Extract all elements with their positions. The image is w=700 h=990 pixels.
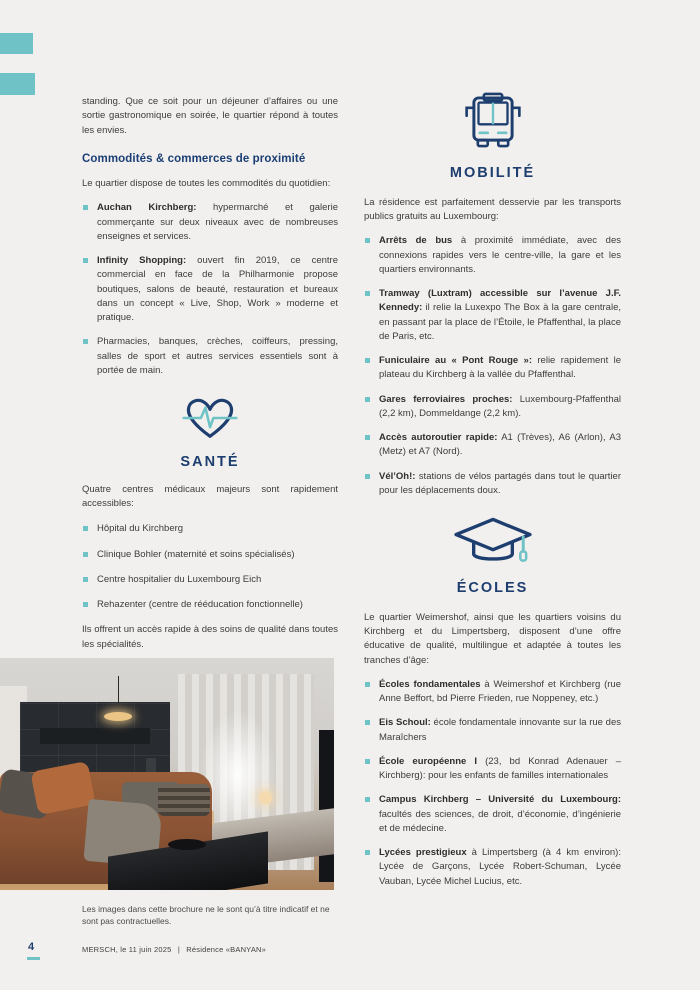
- mobilite-icon-block: [364, 92, 621, 150]
- bullet-text: Clinique Bohler (maternité et soins spécialisés): [97, 548, 295, 560]
- bullet-bold: Gares ferroviaires proches:: [379, 393, 513, 405]
- sante-outro: Ils offrent un accès rapide à des soins de qualité dans toutes les spécialités.: [82, 624, 338, 650]
- photo-bowl: [168, 839, 206, 850]
- ecoles-icon-block: [364, 516, 621, 570]
- bullet-square-icon: [365, 238, 370, 243]
- mobilite-lead: La résidence est parfaitement desservie par les transports publics gratuits au Luxembourg:: [364, 196, 621, 222]
- bullet-square-icon: [365, 797, 370, 802]
- bullet-square-icon: [83, 552, 88, 557]
- corner-accent-bar: [0, 73, 35, 95]
- photo-kitchen-shelf: [40, 728, 150, 744]
- list-item: [364, 431, 621, 460]
- bullet-text: à Limpertsberg (à 4 km environ): Lycée de Garçons, Lycée Robert-Schuman, Lycée Vauban, Lycée Michel Lucius, etc.: [379, 847, 621, 887]
- bullet-bold: Vél’Oh!:: [379, 470, 416, 482]
- bullet-square-icon: [365, 397, 370, 402]
- bullet-square-icon: [365, 759, 370, 764]
- list-item: [364, 793, 621, 836]
- list-item: [364, 755, 621, 784]
- bullet-square-icon: [83, 205, 88, 210]
- list-item: [82, 335, 338, 378]
- bullet-text: A1 (Trèves), A6 (Arlon), A3 (Metz) et A7 (Nord).: [379, 432, 622, 458]
- bullet-text: (23, bd Konrad Adenauer – Kirchberg): pour les enfants de familles internationales: [379, 755, 621, 781]
- bullet-text: Hôpital du Kirchberg: [97, 523, 184, 535]
- sante-icon-block: [82, 394, 338, 442]
- photo-tv: [319, 730, 334, 882]
- bullet-text: ouvert fin 2019, ce centre commercial en face de la Philharmonie propose boutiques, salons de beauté, restauration et bureaux dans un concept « Live, Shop, Work » moderne et pratique.: [97, 255, 339, 323]
- bullet-square-icon: [83, 602, 88, 607]
- bullet-text: Luxembourg-Pfaffenthal (2,2 km), Dommeldange (2,2 km).: [379, 393, 621, 419]
- bullet-square-icon: [83, 526, 88, 531]
- bullet-bold: Funiculaire au « Pont Rouge »:: [379, 355, 533, 366]
- list-item: [364, 716, 621, 745]
- bullet-text: Centre hospitalier du Luxembourg Eich: [97, 573, 262, 585]
- bullet-square-icon: [83, 339, 88, 344]
- list-item: [364, 470, 621, 499]
- list-item: [364, 287, 621, 344]
- list-item: [82, 598, 338, 612]
- bullet-bold: Campus Kirchberg – Université du Luxembourg:: [379, 794, 621, 806]
- list-item: [364, 678, 621, 707]
- bullet-square-icon: [83, 577, 88, 582]
- bullet-bold: Tramway (Luxtram) accessible sur l’avenue J.F. Kennedy:: [379, 288, 621, 314]
- bullet-text: Rehazenter (centre de rééducation fonctionnelle): [97, 599, 303, 610]
- living-room-photo: [0, 658, 334, 890]
- bullet-text: stations de vélos partagés dans tout le quartier pour les déplacements doux.: [379, 470, 621, 496]
- heart-pulse-icon: [181, 394, 239, 442]
- bullet-text: Pharmacies, banques, crèches, coiffeurs, pressing, salles de sport et autres services essentiels sont à portée de main.: [97, 336, 338, 376]
- list-item: [82, 201, 338, 244]
- graduation-cap-icon: [451, 516, 535, 570]
- photo-pendant-lamp: [104, 712, 132, 721]
- bullet-text: hypermarché et galerie commerçante sur deux niveaux avec de nombreuses enseignes et services.: [97, 202, 338, 242]
- footer-place-date: MERSCH, le 11 juin 2025: [82, 945, 172, 954]
- bus-icon: [460, 92, 526, 150]
- bullet-bold: École européenne I: [379, 755, 478, 767]
- list-item: [364, 354, 621, 383]
- sante-heading: SANTÉ: [180, 454, 240, 470]
- list-item: [82, 548, 338, 562]
- bullet-text: à proximité immédiate, avec des connexions rapides vers le centre-ville, la gare et les quartiers environnants.: [379, 235, 621, 275]
- list-item: [82, 254, 338, 325]
- mobilite-heading: MOBILITÉ: [449, 165, 536, 181]
- commodites-heading: Commodités & commerces de proximité: [82, 152, 306, 165]
- footer-residence: Résidence «BANYAN»: [186, 945, 267, 954]
- bullet-bold: Auchan Kirchberg:: [97, 202, 197, 214]
- bullet-square-icon: [365, 682, 370, 687]
- bullet-square-icon: [83, 258, 88, 263]
- bullet-bold: Écoles fondamentales: [379, 678, 481, 690]
- photo-caption: Les images dans cette brochure ne le sont qu’à titre indicatif et ne sont pas contractuelles.: [82, 904, 330, 927]
- left-column: [82, 95, 338, 652]
- photo-table-lamp: [259, 791, 272, 804]
- sante-lead: Quatre centres médicaux majeurs sont rapidement accessibles:: [82, 483, 338, 509]
- right-column: [364, 86, 621, 889]
- bullet-square-icon: [365, 358, 370, 363]
- list-item: [364, 393, 621, 422]
- ecoles-lead: Le quartier Weimershof, ainsi que les quartiers voisins du Kirchberg et du Limpertsberg, disposent d’une offre éducative de qualité, multilingue et adaptée à toutes les tranches d’âge:: [364, 611, 621, 666]
- page-number-underline: [27, 957, 40, 960]
- page-number: 4: [28, 941, 35, 953]
- photo-pendant-cord: [118, 676, 119, 714]
- bullet-bold: Infinity Shopping:: [97, 255, 187, 266]
- bullet-square-icon: [365, 720, 370, 725]
- bullet-square-icon: [365, 850, 370, 855]
- bullet-bold: Accès autoroutier rapide:: [379, 432, 498, 443]
- bullet-bold: Arrêts de bus: [379, 235, 453, 247]
- list-item: [364, 234, 621, 277]
- corner-accent-bar: [0, 33, 33, 54]
- bullet-square-icon: [365, 291, 370, 296]
- list-item: [82, 522, 338, 536]
- bullet-text: relie rapidement le plateau du Kirchberg à la vallée du Pfaffenthal.: [379, 355, 621, 381]
- photo-pillow: [158, 784, 210, 816]
- bullet-square-icon: [365, 435, 370, 440]
- bullet-text: école fondamentale innovante sur la rue des Maraîchers: [379, 717, 621, 743]
- bullet-text: facultés des sciences, de droit, d’économie, d’ingénierie et de médecine.: [379, 808, 621, 834]
- bullet-text: à Weimershof et Kirchberg (rue Anne Beffort, bd Pierre Frieden, rue Noppeney, etc.): [379, 678, 621, 704]
- list-item: [82, 573, 338, 587]
- bullet-square-icon: [365, 474, 370, 479]
- footer-separator: |: [177, 945, 180, 954]
- bullet-bold: Eis Schoul:: [379, 717, 431, 729]
- list-item: [364, 846, 621, 889]
- intro-paragraph: standing. Que ce soit pour un déjeuner d’affaires ou une sortie gastronomique en soirée, le quartier répond à toutes les envies.: [82, 96, 338, 136]
- bullet-bold: Lycées prestigieux: [379, 847, 467, 858]
- bullet-text: il relie la Luxexpo The Box à la gare centrale, en passant par la place de l’Étoile, le Pfaffenthal, la place de Paris, etc.: [379, 302, 621, 342]
- ecoles-heading: ÉCOLES: [456, 580, 529, 596]
- commodites-lead: Le quartier dispose de toutes les commodités du quotidien:: [82, 178, 331, 189]
- footer-text: [82, 945, 270, 954]
